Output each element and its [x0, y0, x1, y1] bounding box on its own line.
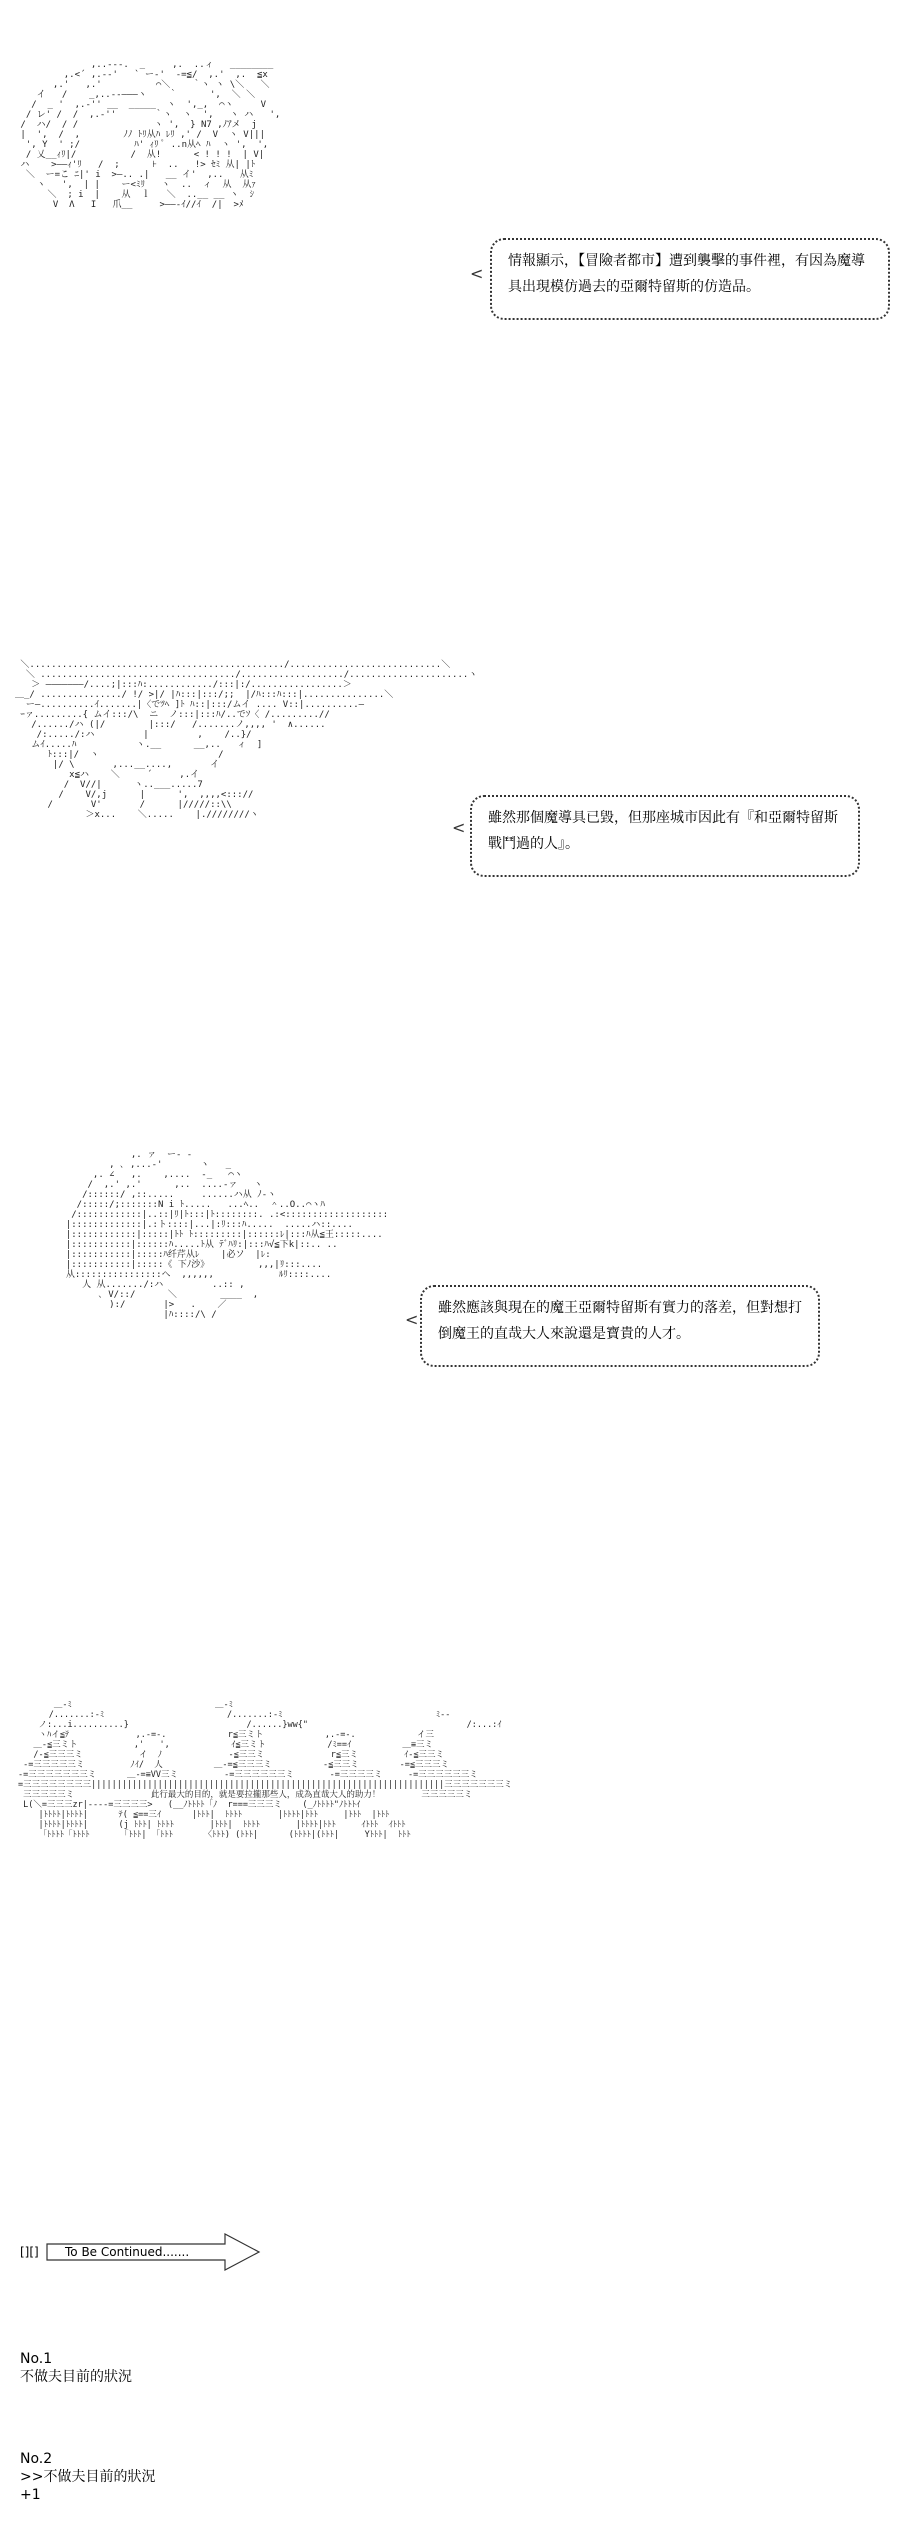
speech-bubble-3 [420, 1285, 820, 1367]
continued-label: To Be Continued....... [65, 2245, 190, 2259]
note-2-body: >>不做夫目前的狀況 [20, 2469, 156, 2485]
speech-text-2: 雖然那個魔導具已毀，但那座城市因此有『和亞爾特留斯戰鬥過的人』。 [488, 810, 838, 852]
note-1-title: No.1 [20, 2351, 53, 2367]
note-2-title: No.2 [20, 2451, 53, 2467]
speech-text-3: 雖然應該與現在的魔王亞爾特留斯有實力的落差，但對想打倒魔王的直哉大人來說還是寶貴的人才。 [438, 1300, 802, 1342]
ascii-art-panel-3: ,. ァ ー‐ - , ､ ,...-' ヽ _ ,. ∠ ,. ,.... -_ ⌒ヽ / ,.' ,.' ,.. ....-ァ ヽ /::::::/ ,::..... ......ハ从 ﾉ-ヽ /:::::/;:::::::N i ﾄ..... ...ﾍ.. ＾..O..⌒ヽﾊ /::::::::::::|..::|ﾘ|ﾄ:::|ﾄ::::::::. .:<::::::::::::::::::: |:::::::::::::|.:ト::::|...|:ﾘ:::ﾊ..... .....ハ::.... |::::::::::::|:::::|ﾄﾄ ﾄ:::::::::|::::::ﾚ|:::ﾊ从≦王:::::.... |:::::::::::|::::::ﾊ.....ﾄ从 ﾃﾞﾊﾘ:|:::ﾊ√≦下k|::.. .. |:::::::::::|:::::ﾊ纤芹从ﾚ |必ソ |ﾚ: |:::::::::::|:::::《 下ﾉ沙》 ,,,|ﾘ:::.... 从::::::::::::::::ヘ ,,,,,, ﾙﾘ::::.... 人 从......./:ハ ..:: , ､ V/::/ ＼ ____ , ):/ |> . ／ |ﾊ::::/\ / [65, 1150, 389, 1320]
continued-prefix: [][] [20, 2245, 39, 2259]
speech-text-1: 情報顯示，【冒險者都市】遭到襲擊的事件裡，有因為魔導具出現模仿過去的亞爾特留斯的仿造品。 [508, 253, 865, 295]
note-2 [20, 2450, 155, 2504]
ascii-art-panel-1: ,..-‐‐. _ ,. ..ィ ________ ,.<´ ,.‐‐' ` ー-' ‐=≦/ ,.' ,. ≦x ,.' ,.' ⌒＼ ｀ヽ ヽ \＼ ＼ イ / _,..-‐―――ヽ ｀ ', ＼ ＼ / _ ' ,.-'' __ _____ ヽ ',_, ⌒ヽ V / レ' / / ,.-'' ｀ヽ ヽ ', ヽ ハ ', / ハ/ / / ヽ ', } N7 ,ﾉｱメ j | ', / , ﾉﾉ ﾄﾘ从ﾊ ﾚﾘ ,' / V ヽ V||| ', Y ' ;/ ﾊ' ｨﾘ ﾟ ..n从ﾍ ﾊ ヽ ', ', / 乂__ｨﾘ|/ / 从! < ! ! ! | V| ハ >――ｨ'ﾘ / ; ⊦ .. !> ｾﾐ 从| |ﾄ ＼ ー=こ ﾆ|' i >―.. .| __ イ' ,.. 从ﾐ ヽ ', | | ー<ﾐﾘ ヽ .. ィ 从 从ｧ ＼ ; i | 从 ｌ ＼ ..__ __ ヽ ｼ V Λ I 爪__ >――‐ｲ//ｲ /| >ﾒ [20, 60, 281, 210]
ascii-art-panel-2: ＼.............................................../............................＼ ＼ ..................................../.................../......................ヽ ＞ ―――――――/....;|:::ﾊ:............/:::|:/.................＞ ＿_/ .............../ !/ >|/ |ﾊ:::|:::/;; |/ﾊ:::ﾊ:::|...............＼ ー―..........ｲ.......|〈でﾂﾍ ]ﾄ ﾊ::|:::/ムイ .... V::|..........― ｰァ.........{ ムイ:::/\ ニ ノ:::|:::ﾊ/..でｿ〈 /.........// /....../ハ (|/ |:::/ /.......ノ,,,, ' ∧...... /:...../:ハ | , /..}/ ムｲ.....ﾊ ヽ.__ __,.. ィ ] ﾄ:::|/ ヽ / |/ \ ,...__...., イ x≦ハ ＼ ´ ,.イ / V//| ヽ..___.....7 / V/,j | ', ,,,,<:::// / V' / |/////::\\ ＞x... ＼..... |.////////ヽ [15, 660, 478, 820]
note-1 [20, 2350, 132, 2386]
speech-pointer-1: < [470, 264, 484, 283]
speech-pointer-3: < [405, 1310, 419, 1329]
note-1-body: 不做夫目前的狀況 [20, 2369, 132, 2385]
speech-pointer-2: < [452, 818, 466, 837]
note-2-extra: +1 [20, 2487, 41, 2503]
speech-bubble-1 [490, 238, 890, 320]
ascii-art-panel-4: ＿-ﾐ ＿-ﾐ /.......:-ﾐ /.......:-ﾐ ﾐ‐- ノ:...i..........} /......}ww{" /:...:ｲ ヽﾊイ≦ﾃ ,.-=-. r≦三ミト ,.-=-. イ三 ＿-≦三ミト ,' ', ｲ≦三ミト /ﾐ==ｲ ＿≡三ミ /-≦三三三ミ イ ﾉ -≦三三ミ r≦三ミ ｲ-≦三三ミ -=三三三三三ミ ﾉｲ/ 人 ＿-=≦三三三ミ -≦三三ミ -=≦三三三ミ -=三三三三三三三ミ ＿-=≡VV三ミ -=三三三三三三ミ -=三三三三ミ -=三三三三三三ミ =三三三三三三三三|||||||||||||||||||||||||||||||||||||||||||||||||||||||||||||||||||||三三三三三三三ミ 三三三三三ミ 此行最大的目的，就是要拉攏那些人，成為直哉大人的助力！ 三三三三三ミ L(＼=三三三zr|‐‐‐‐=三三三三> (__ﾉﾄﾄﾄﾄ「ﾉ r===三三三ミ (_ﾉﾄﾄﾄﾄ"ﾉﾄﾄﾄｲ |ﾄﾄﾄﾄ|ﾄﾄﾄﾄ| ﾃ( ≦==三ｲ |ﾄﾄﾄ| ﾄﾄﾄﾄ |ﾄﾄﾄﾄ|ﾄﾄﾄ |ﾄﾄﾄ |ﾄﾄﾄ |ﾄﾄﾄﾄ|ﾄﾄﾄﾄ| (j ﾄﾄﾄ| ﾄﾄﾄﾄ |ﾄﾄﾄ| ﾄﾄﾄﾄ |ﾄﾄﾄﾄ|ﾄﾄﾄ ｲﾄﾄﾄ ｲﾄﾄﾄ 「ﾄﾄﾄﾄ「ﾄﾄﾄﾄ 「ﾄﾄﾄ| 「ﾄﾄﾄ 〈ﾄﾄﾄ) (ﾄﾄﾄ| (ﾄﾄﾄﾄ|(ﾄﾄﾄ| Yﾄﾄﾄ| ﾄﾄﾄ [18, 1700, 513, 1840]
speech-bubble-2 [470, 795, 860, 877]
